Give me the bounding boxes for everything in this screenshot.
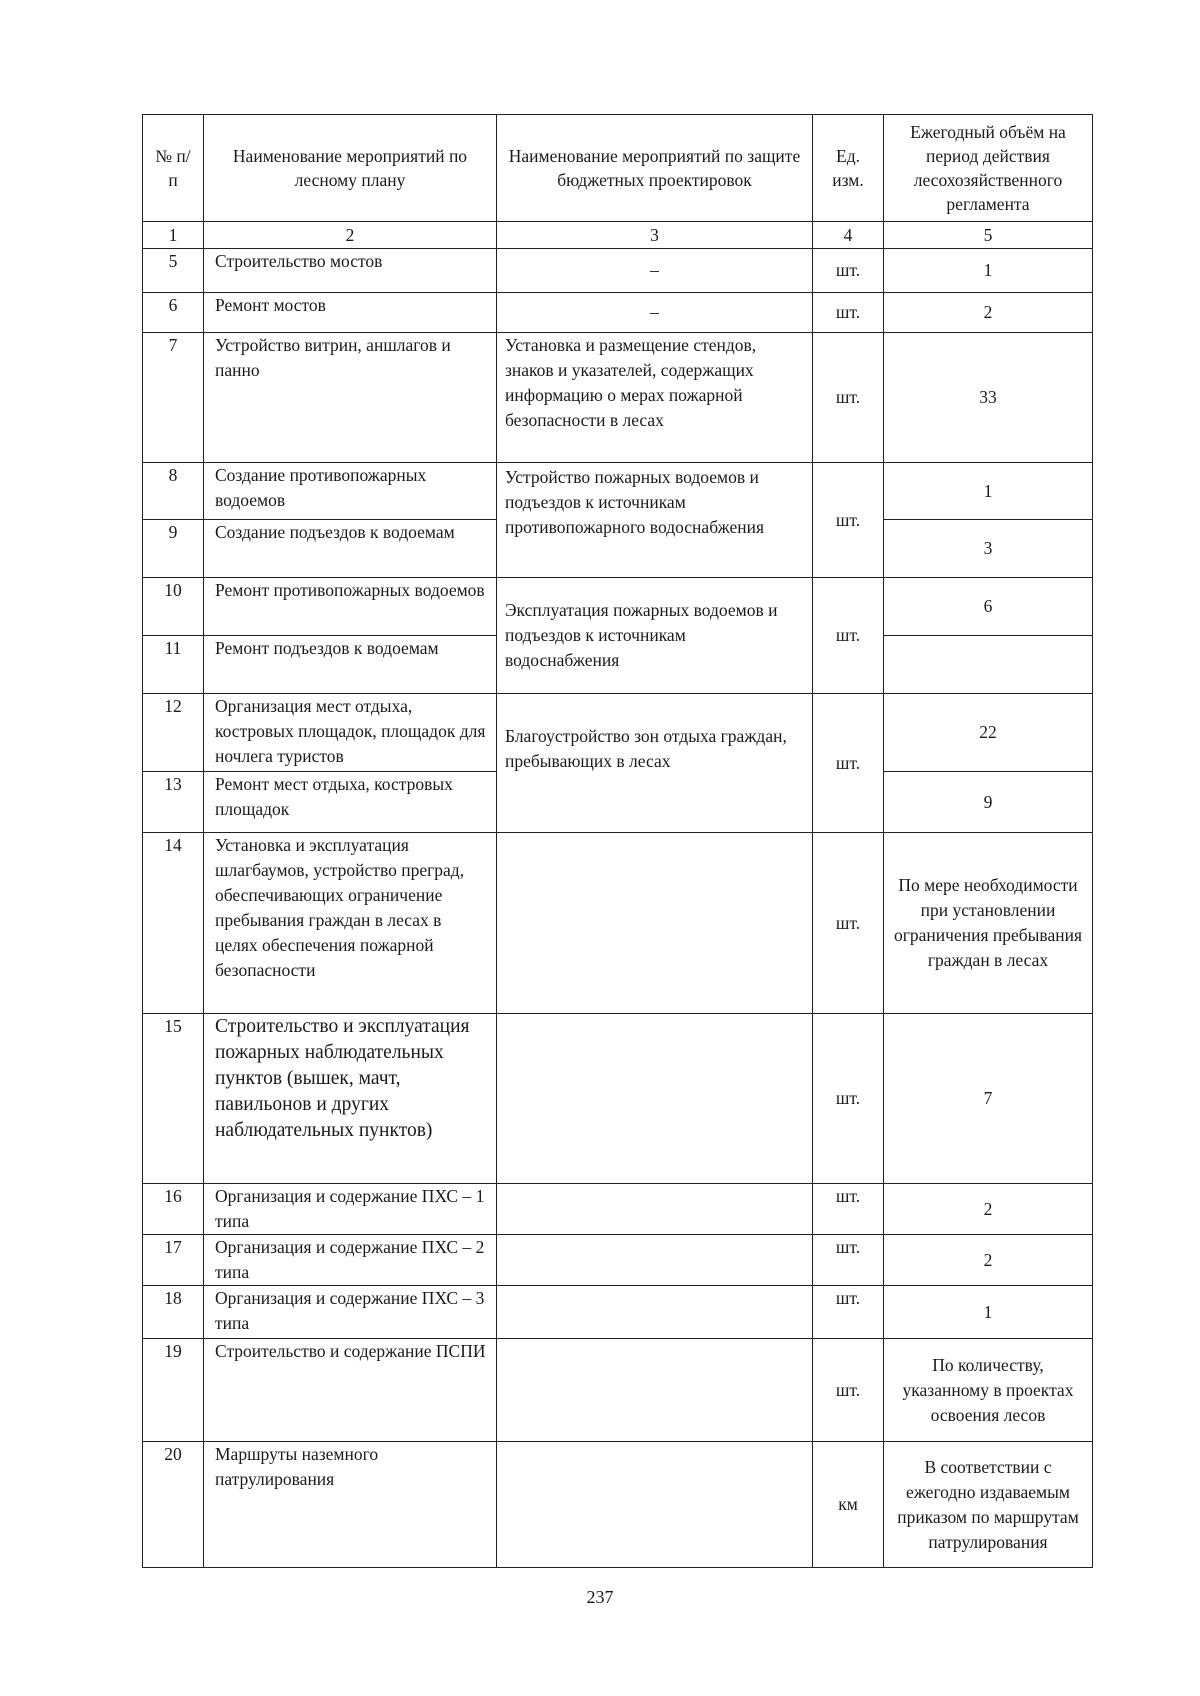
volume-cell: В соответствии с ежегодно издаваемым приказом по маршрутам патрулирования [884,1442,1093,1568]
row-number: 6 [143,293,204,333]
unit-cell: шт. [813,1184,884,1235]
budget-measure-cell [497,1442,813,1568]
plan-measure-cell: Создание противопожарных водоемов [204,463,497,520]
table-row [143,578,1093,636]
volume-cell: 6 [884,578,1093,636]
budget-measure-cell [497,1235,813,1286]
volume-cell: 22 [884,694,1093,772]
row-number: 18 [143,1286,204,1339]
plan-measure-cell: Организация и содержание ПХС – 3 типа [204,1286,497,1339]
table-row [143,833,1093,1014]
table-row [143,1286,1093,1339]
volume-cell: 33 [884,333,1093,463]
plan-measure-cell: Организация и содержание ПХС – 2 типа [204,1235,497,1286]
unit-cell: шт. [813,1339,884,1442]
table-row [143,249,1093,293]
header-budget-measure: Наименование мероприятий по защите бюджетных проектировок [497,115,813,222]
volume-cell: 7 [884,1014,1093,1184]
plan-measure-cell: Строительство и содержание ПСПИ [204,1339,497,1442]
plan-measure-cell: Строительство и эксплуатация пожарных наблюдательных пунктов (вышек, мачт, павильонов и других наблюдательных пунктов) [204,1014,497,1184]
plan-measure-cell: Ремонт подъездов к водоемам [204,636,497,694]
column-index-row [143,222,1093,249]
header-plan-measure: Наименование мероприятий по лесному плану [204,115,497,222]
table-row [143,694,1093,772]
unit-cell: шт. [813,1286,884,1339]
table-header-row [143,115,1093,222]
plan-measure-cell: Организация и содержание ПХС – 1 типа [204,1184,497,1235]
plan-measure-cell: Ремонт противопожарных водоемов [204,578,497,636]
row-number: 10 [143,578,204,636]
row-number: 16 [143,1184,204,1235]
row-number: 13 [143,772,204,833]
volume-cell: 2 [884,1235,1093,1286]
budget-measure-cell: Благоустройство зон отдыха граждан, пребывающих в лесах [497,694,813,833]
row-number: 15 [143,1014,204,1184]
unit-cell: шт. [813,578,884,694]
plan-measure-cell: Устройство витрин, аншлагов и панно [204,333,497,463]
unit-cell: шт. [813,1235,884,1286]
document-page [142,114,1092,1568]
budget-measure-cell [497,1339,813,1442]
volume-cell: 1 [884,463,1093,520]
column-index: 4 [813,222,884,249]
volume-cell: 2 [884,1184,1093,1235]
header-unit: Ед. изм. [813,115,884,222]
row-number: 20 [143,1442,204,1568]
column-index: 3 [497,222,813,249]
row-number: 19 [143,1339,204,1442]
budget-measure-cell [497,1286,813,1339]
row-number: 12 [143,694,204,772]
budget-measure-cell [497,833,813,1014]
unit-cell: шт. [813,333,884,463]
plan-measure-cell: Ремонт мостов [204,293,497,333]
budget-measure-cell: Установка и размещение стендов, знаков и указателей, содержащих информацию о мерах пожарной безопасности в лесах [497,333,813,463]
budget-measure-cell: – [497,293,813,333]
unit-cell: шт. [813,1014,884,1184]
unit-cell: шт. [813,293,884,333]
budget-measure-cell: Устройство пожарных водоемов и подъездов к источникам противопожарного водоснабжения [497,463,813,578]
budget-measure-cell [497,1184,813,1235]
table-row [143,1014,1093,1184]
table-row [143,1235,1093,1286]
budget-measure-cell: – [497,249,813,293]
table-row [143,1442,1093,1568]
unit-cell: шт. [813,249,884,293]
row-number: 14 [143,833,204,1014]
volume-cell: 1 [884,249,1093,293]
volume-cell: 3 [884,520,1093,578]
table-row [143,333,1093,463]
volume-cell: 1 [884,1286,1093,1339]
row-number: 5 [143,249,204,293]
column-index: 2 [204,222,497,249]
header-number: № п/п [143,115,204,222]
row-number: 7 [143,333,204,463]
header-annual-volume: Ежегодный объём на период действия лесохозяйственного регламента [884,115,1093,222]
row-number: 17 [143,1235,204,1286]
page-number: 237 [586,1587,614,1607]
unit-cell: км [813,1442,884,1568]
row-number: 11 [143,636,204,694]
column-index: 5 [884,222,1093,249]
plan-measure-cell: Маршруты наземного патрулирования [204,1442,497,1568]
column-index: 1 [143,222,204,249]
plan-measure-cell: Организация мест отдыха, костровых площадок, площадок для ночлега туристов [204,694,497,772]
row-number: 9 [143,520,204,578]
unit-cell: шт. [813,694,884,833]
plan-measure-cell: Строительство мостов [204,249,497,293]
forest-measures-table [142,114,1093,1568]
volume-cell: По мере необходимости при установлении ограничения пребывания граждан в лесах [884,833,1093,1014]
volume-cell: 2 [884,293,1093,333]
unit-cell: шт. [813,833,884,1014]
volume-cell: По количеству, указанному в проектах освоения лесов [884,1339,1093,1442]
table-row [143,1339,1093,1442]
volume-cell: 9 [884,772,1093,833]
budget-measure-cell: Эксплуатация пожарных водоемов и подъездов к источникам водоснабжения [497,578,813,694]
row-number: 8 [143,463,204,520]
table-row [143,1184,1093,1235]
table-row [143,293,1093,333]
budget-measure-cell [497,1014,813,1184]
plan-measure-cell: Создание подъездов к водоемам [204,520,497,578]
table-row [143,463,1093,520]
unit-cell: шт. [813,463,884,578]
volume-cell [884,636,1093,694]
plan-measure-cell: Ремонт мест отдыха, костровых площадок [204,772,497,833]
plan-measure-cell: Установка и эксплуатация шлагбаумов, устройство преград, обеспечивающих ограничение пребывания граждан в лесах в целях обеспечения пожарной безопасности [204,833,497,1014]
